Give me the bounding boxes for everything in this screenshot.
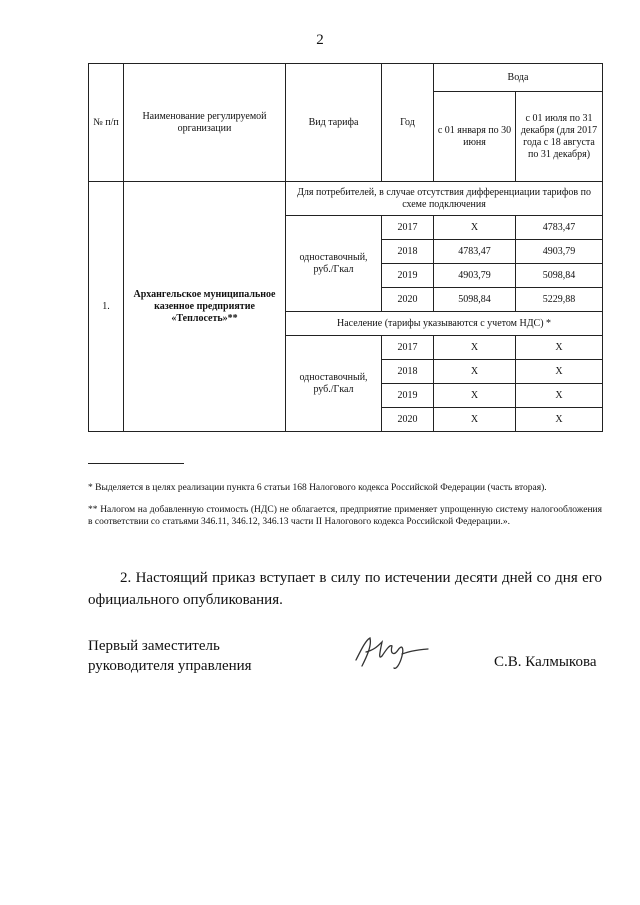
header-tariff-type: Вид тарифа	[286, 64, 382, 182]
tariff-type-cell: одноставочный, руб./Гкал	[286, 336, 382, 432]
value-cell: 5229,88	[516, 288, 603, 312]
value-cell: X	[434, 216, 516, 240]
year-cell: 2017	[382, 336, 434, 360]
signatory-name: С.В. Калмыкова	[494, 654, 597, 670]
value-cell: X	[434, 336, 516, 360]
year-cell: 2020	[382, 408, 434, 432]
value-cell: X	[516, 408, 603, 432]
year-cell: 2018	[382, 360, 434, 384]
section-title: Население (тарифы указываются с учетом НДС) *	[286, 312, 603, 336]
footnote-1: * Выделяется в целях реализации пункта 6 статьи 168 Налогового кодекса Российской Федерации (часть вторая).	[88, 483, 547, 493]
footnote-2: ** Налогом на добавленную стоимость (НДС) не облагается, предприятие применяет упрощенную систему налогообложения в соответствии со статьями 346.11, 346.12, 346.13 части II Налогового кодекса Российской Федерации.».	[88, 505, 602, 528]
value-cell: X	[434, 384, 516, 408]
value-cell: X	[516, 360, 603, 384]
tariff-table	[88, 63, 603, 432]
year-cell: 2020	[382, 288, 434, 312]
year-cell: 2019	[382, 264, 434, 288]
section-title: Для потребителей, в случае отсутствия дифференциации тарифов по схеме подключения	[286, 182, 603, 216]
header-group-water: Вода	[434, 64, 603, 92]
row-number: 1.	[89, 182, 124, 432]
signatory-title-line-1: Первый заместитель	[88, 638, 220, 654]
value-cell: 4783,47	[434, 240, 516, 264]
header-org: Наименование регулируемой организации	[124, 64, 286, 182]
header-period-1: с 01 января по 30 июня	[434, 92, 516, 182]
value-cell: 5098,84	[516, 264, 603, 288]
signatory-title	[88, 636, 252, 677]
year-cell: 2017	[382, 216, 434, 240]
page-number: 2	[316, 32, 324, 48]
year-cell: 2019	[382, 384, 434, 408]
year-cell: 2018	[382, 240, 434, 264]
value-cell: 4903,79	[516, 240, 603, 264]
header-num: № п/п	[89, 64, 124, 182]
tariff-type-cell: одноставочный, руб./Гкал	[286, 216, 382, 312]
value-cell: X	[434, 360, 516, 384]
value-cell: 4903,79	[434, 264, 516, 288]
main-paragraph: 2. Настоящий приказ вступает в силу по истечении десяти дней со дня его официального опубликования.	[88, 570, 602, 608]
value-cell: X	[434, 408, 516, 432]
header-period-2: с 01 июля по 31 декабря (для 2017 года с 18 августа по 31 декабря)	[516, 92, 603, 182]
organization-name: Архангельское муниципальное казенное предприятие «Теплосеть»**	[124, 182, 286, 432]
footnote-divider	[88, 463, 184, 464]
value-cell: 5098,84	[434, 288, 516, 312]
value-cell: X	[516, 384, 603, 408]
value-cell: 4783,47	[516, 216, 603, 240]
handwritten-signature	[352, 630, 432, 676]
header-year: Год	[382, 64, 434, 182]
value-cell: X	[516, 336, 603, 360]
signatory-title-line-2: руководителя управления	[88, 658, 252, 675]
